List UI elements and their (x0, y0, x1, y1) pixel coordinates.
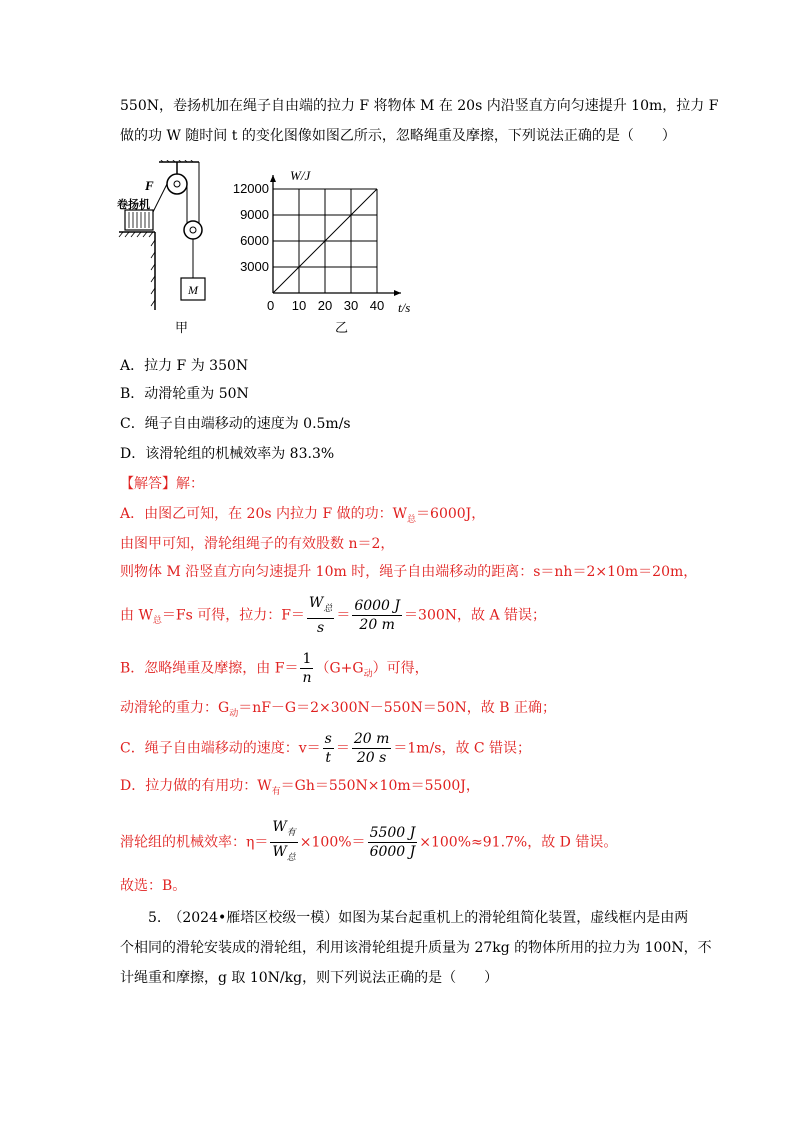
answer-header: 【解答】解： (120, 476, 204, 492)
y-tick-label-9000: 9000 (240, 207, 269, 222)
y-axis-arrow (270, 175, 276, 182)
answer-d-line-2: 滑轮组的机械效率：η＝ $\frac{W_有}{W_总}$ ×100%＝ $\frac{5500 J}{6000 J}$ ×100%≈91.7%，故 D 错误。 (120, 819, 618, 863)
answer-a-line-4: 由 $W_总=Fs$ 可得，拉力：F＝ $\frac{W_总}{s}$ ＝ $\frac{6000 J}{20 m}$ ＝300N，故 A 错误； (120, 595, 547, 636)
winch-label: 卷扬机 (117, 199, 150, 211)
option-a: A．拉力 F 为 350N (120, 358, 249, 374)
x-axis-arrow (394, 290, 401, 296)
answer-c-line: C．绳子自由端移动的速度：v＝ $\frac{s}{t}$ ＝ $\frac{20 m}{20 s}$ ＝1m/s，故 C 错误； (120, 731, 532, 766)
y-tick-label-3000: 3000 (240, 259, 269, 274)
option-d: D．该滑轮组的机械效率为 83.3% (120, 446, 335, 462)
answer-b-line-2: 动滑轮的重力：$G_动=nF-G=2\times 300N-550N=50N$，故 B 正确； (120, 700, 556, 719)
option-b: B．动滑轮重为 50N (120, 386, 249, 402)
answer-d-line-1: D．拉力做的有用功：$W_有=Gh=550N\times 10m=5500J$， (120, 778, 480, 797)
figure-jia-label: 甲 (175, 321, 189, 336)
question5-line-1: 5. （2024•雁塔区校级一模）如图为某台起重机上的滑轮组简化装置，虚线框内是由两 (148, 910, 689, 926)
x-tick-label-40: 40 (369, 298, 385, 313)
y-axis-title: W/J (290, 168, 311, 183)
answer-choice: 故选：B。 (120, 878, 187, 894)
question-stem-line-1: 550N，卷扬机加在绳子自由端的拉力 F 将物体 M 在 20s 内沿竖直方向匀速提升 10m，拉力 F (120, 98, 719, 114)
answer-b-line-1: B．忽略绳重及摩擦，由 F＝ $\frac{1}{n}$ $(G+G_动)$可得， (120, 651, 429, 686)
answer-a-line-2: 由图甲可知，滑轮组绳子的有效股数 n＝2， (120, 536, 395, 552)
x-tick-label-30: 30 (343, 298, 359, 313)
force-label: F (145, 178, 154, 193)
question-stem-line-2: 做的功 W 随时间 t 的变化图像如图乙所示，忽略绳重及摩擦，下列说法正确的是（ ） (120, 128, 676, 144)
answer-a-line-3: 则物体 M 沿竖直方向匀速提升 10m 时，绳子自由端移动的距离：s＝nh＝2×10m＝20m， (120, 564, 698, 580)
y-tick-label-6000: 6000 (240, 233, 269, 248)
figure (115, 160, 425, 340)
option-c: C．绳子自由端移动的速度为 0.5m/s (120, 416, 351, 432)
question5-line-3: 计绳重和摩擦，g 取 10N/kg，则下列说法正确的是（ ） (120, 970, 499, 986)
x-tick-label-20: 20 (317, 298, 333, 313)
origin-label: 0 (267, 298, 275, 313)
question5-line-2: 个相同的滑轮安装成的滑轮组，利用该滑轮组提升质量为 27kg 的物体所用的拉力为 100N，不 (120, 940, 712, 956)
answer-a-line-1: A．由图乙可知，在 20s 内拉力 F 做的功：$W_总=6000J$， (120, 506, 486, 525)
object-m-label: M (188, 283, 198, 297)
x-tick-label-10: 10 (291, 298, 307, 313)
w-t-chart (233, 168, 410, 336)
x-axis-title: t/s (398, 300, 411, 315)
figure-yi-label: 乙 (335, 321, 349, 336)
y-tick-label-12000: 12000 (232, 181, 269, 196)
pulley-diagram (117, 160, 205, 336)
